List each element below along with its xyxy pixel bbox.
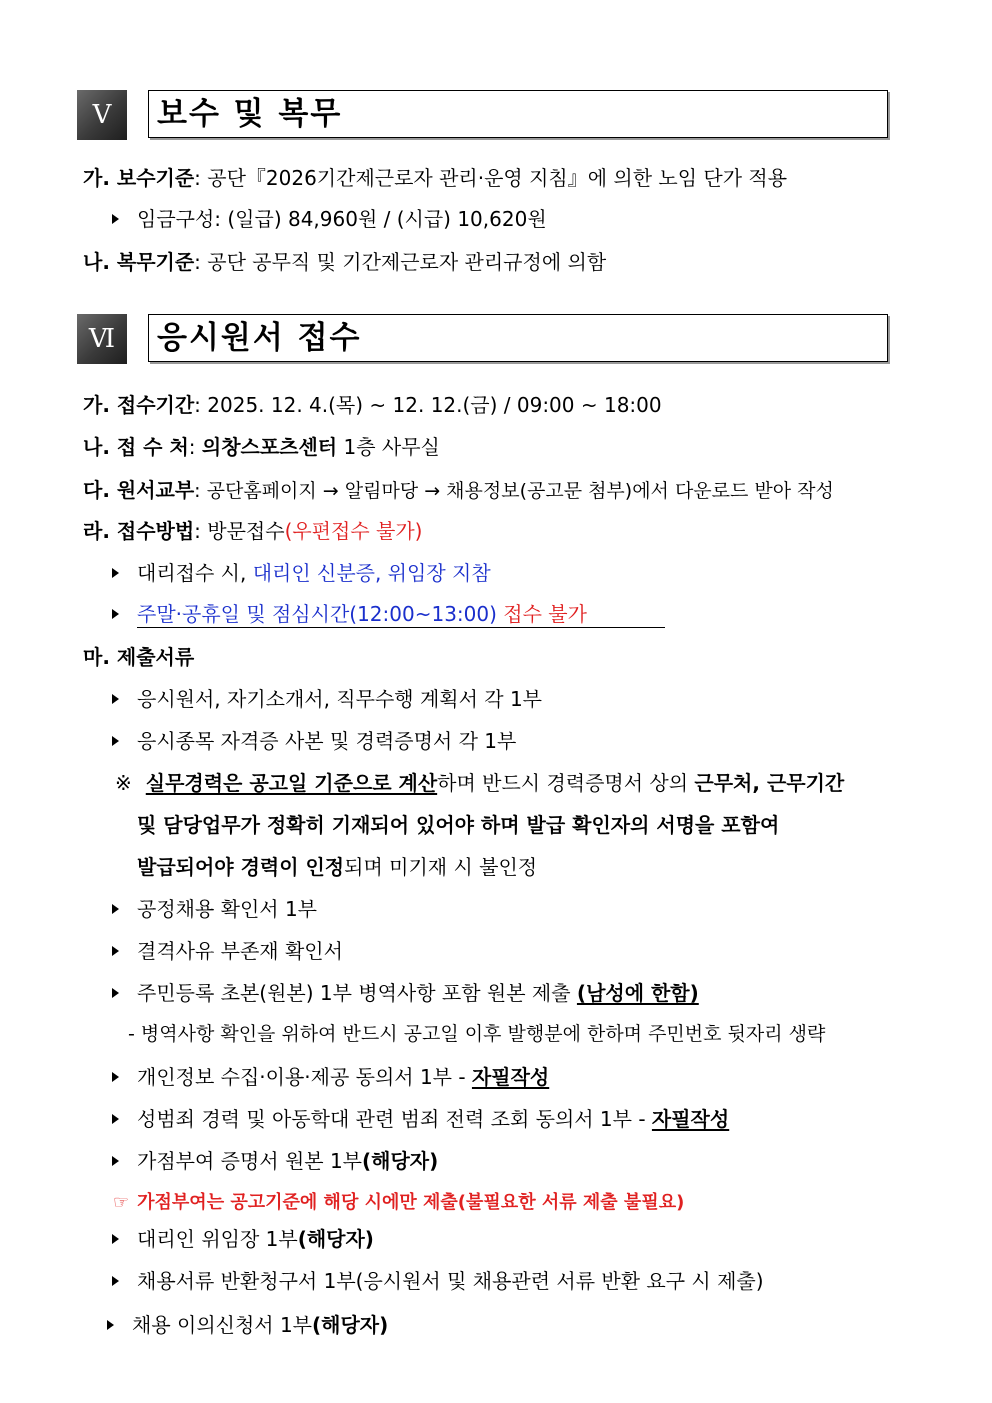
pay-standard [83,164,787,192]
doc-emphasis: (남성에 한함) [576,981,699,1005]
bullet-triangle-icon [112,1276,119,1286]
apply-place-sep: : [188,435,202,459]
list-item [112,895,317,923]
apply-period [83,391,662,419]
note-emphasis: 실무경력은 공고일 기준으로 계산 [145,771,438,795]
proxy-requirement: 대리인 신분증, 위임장 지참 [252,561,491,585]
note-text: 되며 미기재 시 불인정 [344,855,538,879]
apply-place-label: 나. 접 수 처 [83,435,189,459]
doc-text: 응시원서, 자기소개서, 직무수행 계획서 각 1부 [137,687,542,711]
proxy-text: 대리접수 시, [137,561,253,585]
pay-standard-label: 가. 보수기준 [83,166,195,190]
list-item [112,685,542,713]
list-item [112,937,343,965]
doc-bold: (해당자) [362,1149,439,1173]
bullet-triangle-icon [112,214,119,224]
form-distribution-label: 다. 원서교부 [83,478,195,502]
bonus-note [113,1189,684,1217]
doc-text: 채용서류 반환청구서 1부(응시원서 및 채용관련 서류 반환 요구 시 제출) [137,1269,764,1293]
form-distribution-text: : 공단홈페이지 → 알림마당 → 채용정보(공고문 첨부)에서 다운로드 받아 작성 [194,480,834,502]
list-item [112,1063,549,1091]
note-bold: 근무처, 근무기간 [694,771,845,795]
bullet-triangle-icon [112,736,119,746]
military-note: - 병역사항 확인을 위하여 반드시 공고일 이후 발행분에 한하며 주민번호 뒷자리 생략 [128,1023,826,1045]
docs-heading [83,643,194,671]
note-text: 하며 반드시 경력증명서 상의 [437,771,695,795]
apply-method-label: 라. 접수방법 [83,519,195,543]
list-item [112,1147,438,1175]
apply-place-rest: 1층 사무실 [337,435,440,459]
doc-bold: (해당자) [312,1313,389,1337]
weekend-text: 주말·공휴일 및 점심시간(12:00~13:00) [137,602,504,626]
doc-emphasis: 자필작성 [651,1107,730,1131]
apply-place-name: 의창스포츠센터 [201,435,338,459]
apply-place [83,433,440,461]
note-bold: 발급되어야 경력이 인정 [137,855,345,879]
apply-method-text: : 방문접수 [194,519,285,543]
duty-standard-text: : 공단 공무직 및 기간제근로자 관리규정에 의함 [194,250,607,274]
form-distribution [83,476,834,505]
list-item [112,1267,764,1295]
apply-period-label: 가. 접수기간 [83,393,195,417]
bullet-triangle-icon [112,1072,119,1082]
section-title: 응시원서 접수 [148,314,888,362]
doc-emphasis: 자필작성 [471,1065,550,1089]
bullet-triangle-icon [112,609,119,619]
bullet-triangle-icon [112,1114,119,1124]
bullet-triangle-icon [107,1320,114,1330]
doc-text: 결격사유 부존재 확인서 [137,939,343,963]
section-numeral: Ⅴ [77,90,127,140]
wage-text: 임금구성: (일급) 84,960원 / (시급) 10,620원 [137,207,547,231]
section-numeral: Ⅵ [77,314,127,364]
duty-standard [83,248,606,276]
experience-note-line2: 및 담당업무가 정확히 기재되어 있어야 하며 발급 확인자의 서명을 포함여 [137,813,780,837]
wage-item [112,205,547,233]
apply-period-text: : 2025. 12. 4.(목) ~ 12. 12.(금) / 09:00 ~ 18:00 [194,393,662,417]
bullet-triangle-icon [112,1156,119,1166]
note-mark: ※ [115,771,132,795]
doc-text: 가점부여 증명서 원본 1부 [137,1149,362,1173]
doc-text: 응시종목 자격증 사본 및 경력증명서 각 1부 [137,729,517,753]
apply-method [83,517,422,545]
pay-standard-text: : 공단『2026기간제근로자 관리·운영 지침』에 의한 노임 단가 적용 [194,166,788,190]
list-item [112,979,699,1007]
list-item [112,1225,374,1253]
bullet-triangle-icon [112,988,119,998]
section-title: 보수 및 복무 [148,90,888,138]
doc-text: 채용 이의신청서 1부 [132,1313,312,1337]
list-item [112,1105,729,1133]
weekend-warning: 접수 불가 [503,602,587,626]
doc-text: 개인정보 수집·이용·제공 동의서 1부 - [137,1065,472,1089]
proxy-item [112,559,491,587]
list-item [112,727,516,755]
pointing-hand-icon: ☞ [113,1192,130,1213]
apply-method-warning: (우편접수 불가) [284,519,423,543]
bullet-triangle-icon [112,1234,119,1244]
experience-note-line3 [137,853,537,881]
bullet-triangle-icon [112,694,119,704]
doc-text: 대리인 위임장 1부 [137,1227,298,1251]
experience-note-line1 [115,769,844,797]
doc-text: 공정채용 확인서 1부 [137,897,317,921]
weekend-underline [137,627,665,628]
bullet-triangle-icon [112,946,119,956]
doc-bold: (해당자) [297,1227,374,1251]
docs-label: 마. 제출서류 [83,645,195,669]
bonus-note-text: 가점부여는 공고기준에 해당 시에만 제출(불필요한 서류 제출 불필요) [137,1192,685,1213]
bullet-triangle-icon [112,904,119,914]
duty-standard-label: 나. 복무기준 [83,250,195,274]
bullet-triangle-icon [112,568,119,578]
weekend-item [112,600,587,628]
doc-text: 주민등록 초본(원본) 1부 병역사항 포함 원본 제출 [137,981,577,1005]
list-item [107,1311,388,1339]
doc-text: 성범죄 경력 및 아동학대 관련 범죄 전력 조회 동의서 1부 - [137,1107,652,1131]
